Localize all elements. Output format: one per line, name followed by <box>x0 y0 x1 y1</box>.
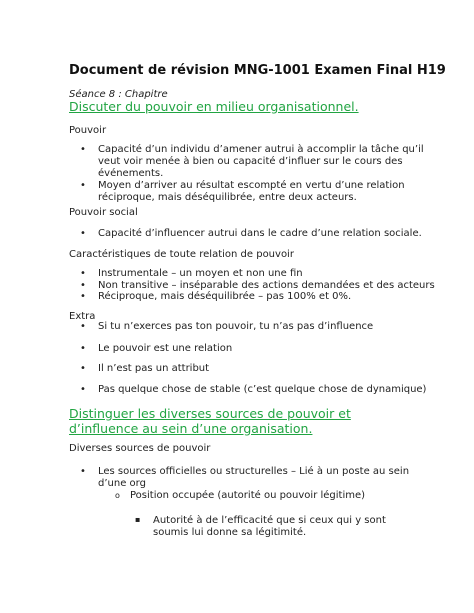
circle-bullet-icon: o <box>115 491 120 500</box>
list-item-text: Le pouvoir est une relation <box>98 343 233 354</box>
square-bullet-icon: ▪ <box>135 515 141 524</box>
section-heading-sources: Distinguer les diverses sources de pouvoir et d’influence au sein d’une organisation. <box>69 406 351 436</box>
bullet-icon: • <box>80 343 86 354</box>
sub-sub-list-item-text: Autorité à de l’efficacité que si ceux qui y sont soumis lui donne sa légitimité. <box>153 515 386 538</box>
document-title: Document de révision MNG-1001 Examen Final H19 <box>69 63 446 78</box>
bullet-icon: • <box>80 384 86 395</box>
list-item-text: Moyen d’arriver au résultat escompté en vertu d’une relation réciproque, mais déséquilibrée, entre deux acteurs. <box>98 180 405 203</box>
list-item-text: Réciproque, mais déséquilibrée – pas 100% et 0%. <box>98 291 352 302</box>
list-item-text: Si tu n’exerces pas ton pouvoir, tu n’as pas d’influence <box>98 321 374 332</box>
bullet-icon: • <box>80 144 86 155</box>
list-item-text: Il n’est pas un attribut <box>98 363 210 374</box>
list-item-text: Capacité d’un individu d’amener autrui à accomplir la tâche qu’il veut voir menée à bien ou capacité d’influer sur le cours des événements. <box>98 144 424 179</box>
bullet-icon: • <box>80 268 86 279</box>
list-item-text: Les sources officielles ou structurelles – Lié à un poste au sein d’une org <box>98 466 410 489</box>
seance-label: Séance 8 : Chapitre <box>69 89 168 100</box>
bullet-icon: • <box>80 280 86 291</box>
section-heading-pouvoir: Discuter du pouvoir en milieu organisationnel. <box>69 99 359 114</box>
extra-label: Extra <box>69 311 96 322</box>
bullet-icon: • <box>80 291 86 302</box>
list-item-text: Non transitive – inséparable des actions demandées et des acteurs <box>98 280 435 291</box>
caracteristiques-label: Caractéristiques de toute relation de pouvoir <box>69 249 294 260</box>
bullet-icon: • <box>80 466 86 477</box>
sources-label: Diverses sources de pouvoir <box>69 443 211 454</box>
bullet-icon: • <box>80 321 86 332</box>
list-item-text: Capacité d’influencer autrui dans le cadre d’une relation sociale. <box>98 228 422 239</box>
bullet-icon: • <box>80 363 86 374</box>
bullet-icon: • <box>80 180 86 191</box>
pouvoir-label: Pouvoir <box>69 125 107 136</box>
list-item-text: Pas quelque chose de stable (c’est quelque chose de dynamique) <box>98 384 427 395</box>
pouvoir-social-label: Pouvoir social <box>69 207 138 218</box>
sub-list-item-text: Position occupée (autorité ou pouvoir légitime) <box>130 490 366 501</box>
list-item-text: Instrumentale – un moyen et non une fin <box>98 268 303 279</box>
bullet-icon: • <box>80 228 86 239</box>
